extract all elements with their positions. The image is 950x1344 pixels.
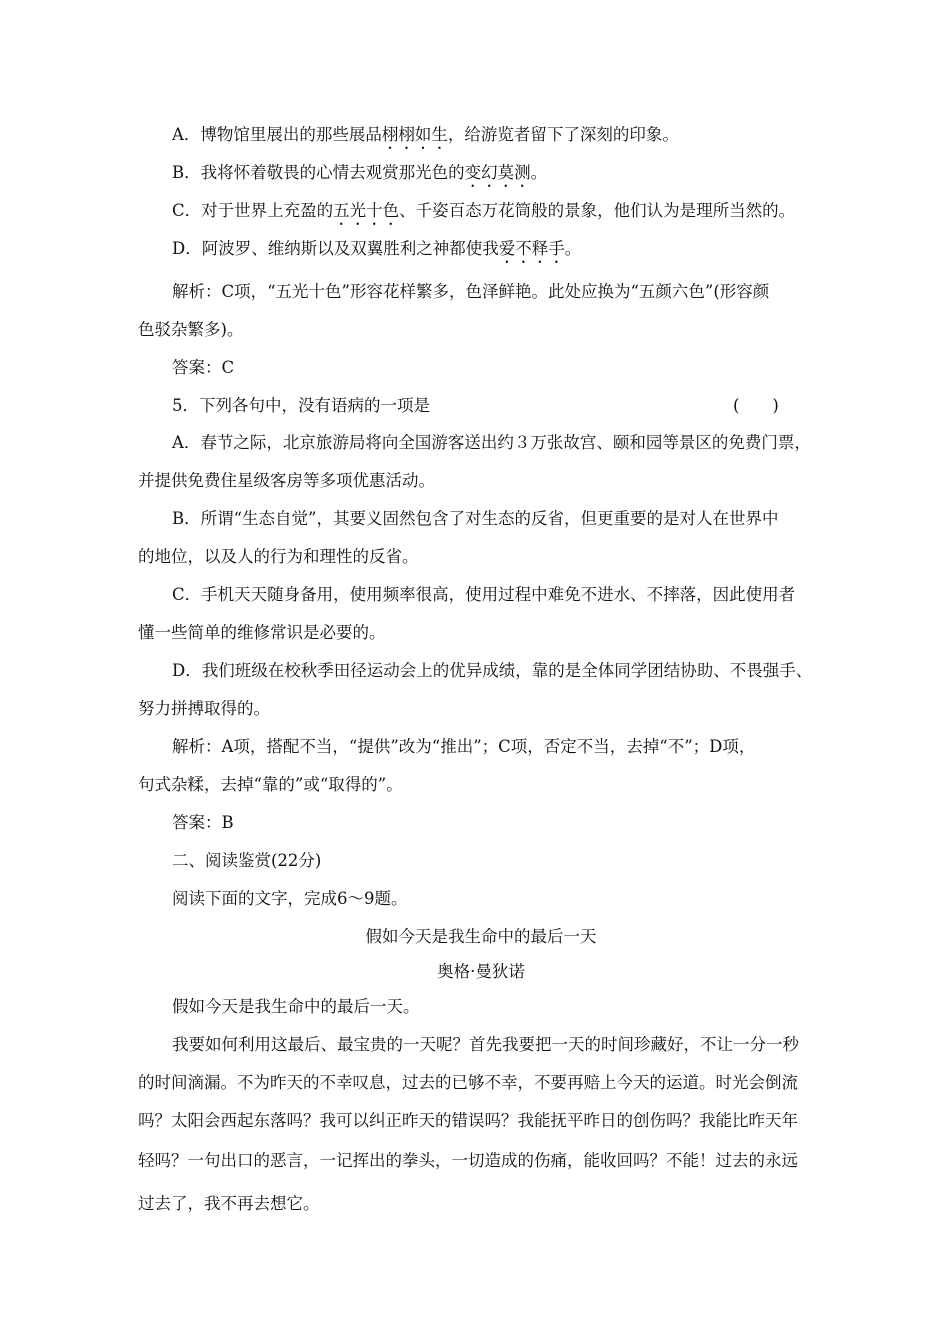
question-text: 5．下列各句中，没有语病的一项是 (172, 396, 430, 415)
q5-option-d-line-2: 努力拼搏取得的。 (138, 699, 270, 718)
emphasized-idiom: 爱不释手 (498, 239, 565, 258)
q5-option-d-line-1: D．我们班级在校秋季田径运动会上的优异成绩，靠的是全体同学团结协助、不畏强手、 (172, 661, 813, 680)
q5-option-b-line-2: 的地位，以及人的行为和理性的反省。 (138, 547, 419, 566)
q4-option-c (172, 200, 872, 229)
passage-paragraph-1: 假如今天是我生命中的最后一天。 (172, 997, 420, 1016)
option-text: C．对于世界上充盈的 (172, 201, 334, 220)
q5-option-c-line-2: 懂一些简单的维修常识是必要的。 (138, 623, 386, 642)
option-text: 。 (530, 163, 548, 182)
option-text: D．阿波罗、维纳斯以及双翼胜利之神都使我 (172, 239, 499, 258)
q4-analysis-line-2: 色驳杂繁多)。 (138, 320, 244, 339)
passage-paragraph-2-line-5: 过去了，我不再去想它。 (138, 1194, 320, 1213)
passage-paragraph-2-line-2: 的时间滴漏。不为昨天的不幸叹息，过去的已够不幸，不要再赔上今天的运道。时光会倒流 (138, 1073, 798, 1092)
option-text: ，给游览者留下了深刻的印象。 (447, 125, 679, 144)
passage-paragraph-2-line-1: 我要如何利用这最后、最宝贵的一天呢？首先我要把一天的时间珍藏好，不让一分一秒 (172, 1035, 799, 1054)
q5-stem (172, 395, 812, 417)
emphasized-idiom: 栩栩如生 (381, 125, 448, 144)
q5-analysis-line-2: 句式杂糅，去掉“靠的”或“取得的”。 (138, 775, 403, 794)
q5-option-c-line-1: C．手机天天随身备用，使用频率很高，使用过程中难免不进水、不摔落，因此使用者 (172, 585, 796, 604)
q5-analysis-line-1: 解析：A项，搭配不当，“提供”改为“推出”；C项，否定不当，去掉“不”；D项， (172, 737, 756, 756)
q5-answer: 答案：B (172, 813, 234, 832)
option-text: A．博物馆里展出的那些展品 (172, 125, 382, 144)
option-text: 。 (564, 239, 582, 258)
q4-analysis-line-1: 解析：C项，“五光十色”形容花样繁多，色泽鲜艳。此处应换为“五颜六色”(形容颜 (172, 282, 770, 301)
reading-instruction: 阅读下面的文字，完成6～9题。 (172, 889, 408, 908)
q5-option-a-line-1: A．春节之际，北京旅游局将向全国游客送出约３万张故宫、颐和园等景区的免费门票， (172, 433, 811, 452)
q4-option-d (172, 238, 872, 267)
section-heading: 二、阅读鉴赏(22分) (172, 851, 322, 870)
q4-answer: 答案：C (172, 358, 235, 377)
emphasized-idiom: 变幻莫测 (464, 163, 531, 182)
q4-option-a (172, 124, 872, 153)
q5-option-a-line-2: 并提供免费住星级客房等多项优惠活动。 (138, 471, 435, 490)
passage-author: 奥格·曼狄诺 (437, 962, 525, 981)
q5-option-b-line-1: B．所谓“生态自觉”，其要义固然包含了对生态的反省，但更重要的是对人在世界中 (172, 509, 779, 528)
q4-option-b (172, 162, 872, 191)
option-text: B．我将怀着敬畏的心情去观赏那光色的 (172, 163, 465, 182)
answer-blank: ( ) (733, 396, 779, 415)
passage-paragraph-2-line-4: 轻吗？一句出口的恶言，一记挥出的拳头，一切造成的伤痛，能收回吗？不能！过去的永远 (138, 1151, 798, 1170)
emphasized-idiom: 五光十色 (333, 201, 400, 220)
passage-paragraph-2-line-3: 吗？太阳会西起东落吗？我可以纠正昨天的错误吗？我能抚平昨日的创伤吗？我能比昨天年 (138, 1111, 798, 1130)
option-text: 、千姿百态万花筒般的景象，他们认为是理所当然的。 (399, 201, 796, 220)
passage-title: 假如今天是我生命中的最后一天 (365, 927, 597, 946)
